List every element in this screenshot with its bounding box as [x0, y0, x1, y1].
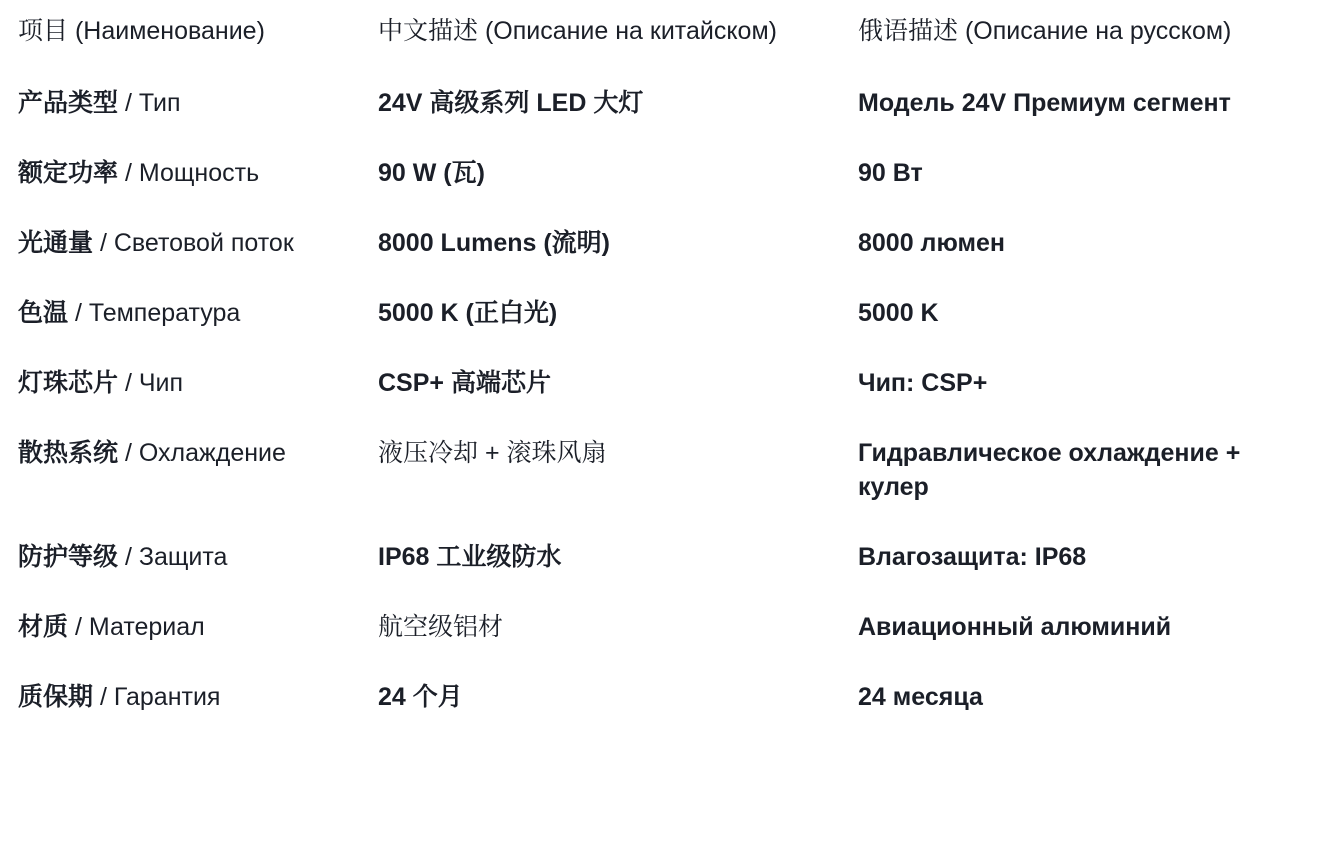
item-name-russian: / Температура — [68, 299, 241, 327]
item-name-russian: / Световой поток — [93, 229, 294, 257]
cell-chinese-description: CSP+ 高端芯片 — [378, 369, 551, 397]
cell-chinese-description: 24V 高级系列 LED 大灯 — [378, 89, 644, 117]
item-name-russian: / Мощность — [118, 159, 260, 187]
item-name-chinese: 材质 — [18, 613, 69, 641]
cell-chinese-description: 5000 K (正白光) — [378, 299, 558, 327]
item-name-chinese: 色温 — [18, 299, 69, 327]
cell-chinese-description: 8000 Lumens (流明) — [378, 229, 611, 257]
cell-item-name — [0, 214, 360, 284]
cell-chinese-description: 液压冷却 + 滚珠风扇 — [378, 439, 607, 467]
cell-russian-description: Модель 24V Премиум сегмент — [858, 89, 1231, 117]
cell-russian-description: 90 Вт — [858, 159, 923, 187]
cell-chinese-description: 90 W (瓦) — [378, 159, 485, 187]
cell-item-name — [0, 144, 360, 214]
table-body — [0, 74, 1324, 732]
column-header-russian-description: 俄语描述 (Описание на русском) — [858, 17, 1232, 45]
table-header — [0, 0, 1324, 74]
cell-russian-description: Влагозащита: IP68 — [858, 543, 1087, 571]
cell-chinese-description: IP68 工业级防水 — [378, 543, 562, 571]
column-header-item: 项目 (Наименование) — [18, 17, 265, 45]
table-row — [0, 284, 1324, 354]
cell-russian-description: 8000 люмен — [858, 229, 1005, 257]
table-row — [0, 598, 1324, 668]
item-name-russian: / Охлаждение — [118, 439, 286, 467]
column-header-chinese-description: 中文描述 (Описание на китайском) — [378, 17, 777, 45]
cell-russian-description: 5000 K — [858, 299, 939, 327]
item-name-russian: / Гарантия — [93, 683, 221, 711]
cell-item-name — [0, 528, 360, 598]
cell-russian-description: Гидравлическое охлаждение + кулер — [858, 439, 1241, 501]
cell-item-name — [0, 354, 360, 424]
cell-item-name — [0, 74, 360, 144]
item-name-chinese: 灯珠芯片 — [18, 369, 119, 397]
table-row — [0, 424, 1324, 528]
table-row — [0, 528, 1324, 598]
item-name-russian: / Тип — [118, 89, 181, 117]
cell-item-name — [0, 668, 360, 732]
item-name-chinese: 产品类型 — [18, 89, 119, 117]
table-row — [0, 74, 1324, 144]
item-name-chinese: 光通量 — [18, 229, 94, 257]
cell-item-name — [0, 424, 360, 528]
cell-item-name — [0, 598, 360, 668]
item-name-chinese: 散热系统 — [18, 439, 119, 467]
cell-item-name — [0, 284, 360, 354]
cell-russian-description: Авиационный алюминий — [858, 613, 1172, 641]
cell-russian-description: Чип: CSP+ — [858, 369, 988, 397]
item-name-russian: / Защита — [118, 543, 228, 571]
cell-russian-description: 24 месяца — [858, 683, 983, 711]
table-row — [0, 354, 1324, 424]
item-name-chinese: 质保期 — [18, 683, 94, 711]
table-row — [0, 144, 1324, 214]
table-header-row — [0, 0, 1324, 74]
item-name-chinese: 防护等级 — [18, 543, 119, 571]
item-name-russian: / Чип — [118, 369, 184, 397]
item-name-russian: / Материал — [68, 613, 205, 641]
cell-chinese-description: 24 个月 — [378, 683, 463, 711]
cell-chinese-description: 航空级铝材 — [378, 613, 504, 641]
item-name-chinese: 额定功率 — [18, 159, 119, 187]
table-row — [0, 668, 1324, 732]
table-row — [0, 214, 1324, 284]
